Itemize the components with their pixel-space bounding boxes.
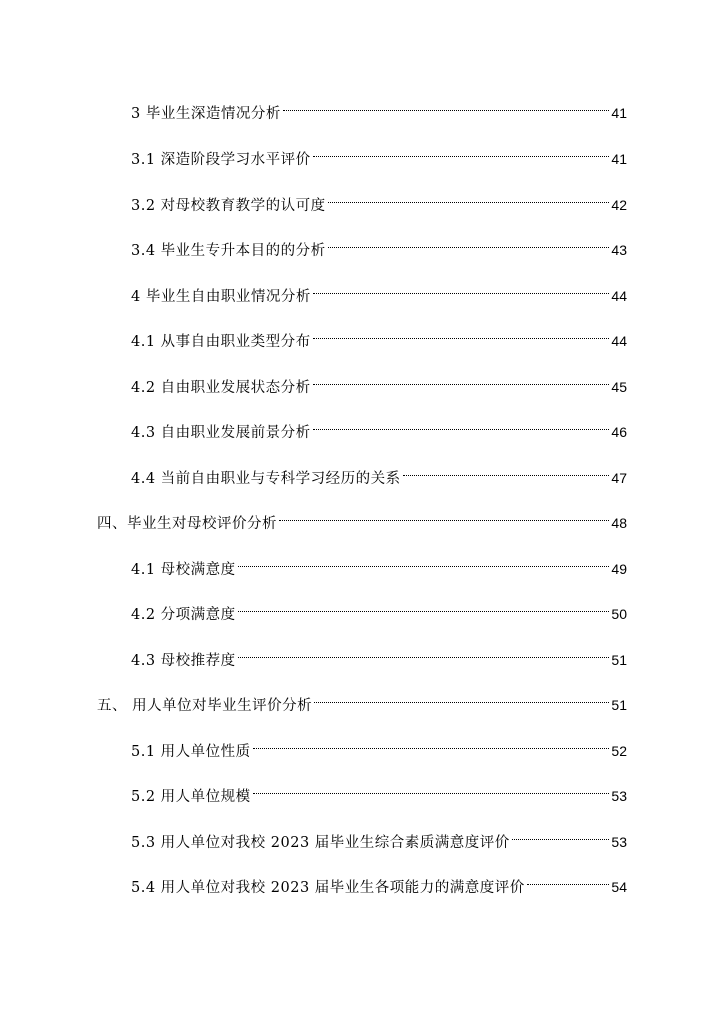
toc-entry-title: 3 毕业生深造情况分析 [131, 106, 281, 122]
toc-entry[interactable] [131, 866, 627, 896]
toc-entry-title: 4 毕业生自由职业情况分析 [131, 289, 311, 305]
toc-entry[interactable] [131, 92, 627, 122]
toc-entry-page: 46 [611, 424, 627, 440]
dot-leader [283, 92, 610, 118]
toc-entry[interactable] [97, 502, 627, 532]
toc-entry-title: 4.3 母校推荐度 [131, 653, 236, 669]
toc-entry-title: 5.3 用人单位对我校 2023 届毕业生综合素质满意度评价 [131, 835, 510, 851]
toc-entry[interactable] [131, 411, 627, 441]
toc-entry-page: 43 [611, 242, 627, 258]
toc-entry[interactable] [131, 821, 627, 851]
toc-entry[interactable] [131, 275, 627, 305]
toc-entry-page: 41 [611, 151, 627, 167]
toc-entry-title: 5.2 用人单位规模 [131, 789, 251, 805]
toc-entry[interactable] [131, 320, 627, 350]
toc-entry-page: 51 [611, 697, 627, 713]
toc-entry-page: 48 [611, 515, 627, 531]
dot-leader [328, 229, 610, 255]
toc-entry-title: 3.1 深造阶段学习水平评价 [131, 152, 311, 168]
dot-leader [313, 411, 610, 437]
toc-entry[interactable] [131, 730, 627, 760]
toc-entry[interactable] [131, 775, 627, 805]
toc-entry[interactable] [131, 548, 627, 578]
dot-leader [238, 639, 610, 665]
toc-entry[interactable] [131, 366, 627, 396]
toc-entry-title: 四、毕业生对母校评价分析 [97, 516, 277, 532]
toc-entry-title: 3.2 对母校教育教学的认可度 [131, 198, 326, 214]
toc-entry-title: 4.3 自由职业发展前景分析 [131, 425, 311, 441]
toc-entry-title: 5.4 用人单位对我校 2023 届毕业生各项能力的满意度评价 [131, 880, 525, 896]
dot-leader [328, 184, 610, 210]
toc-entry-title: 4.2 分项满意度 [131, 607, 236, 623]
toc-entry-title: 4.2 自由职业发展状态分析 [131, 380, 311, 396]
dot-leader [313, 320, 610, 346]
toc-entry-page: 49 [611, 561, 627, 577]
dot-leader [512, 821, 610, 847]
toc-entry-page: 42 [611, 197, 627, 213]
dot-leader [313, 275, 610, 301]
toc-entry[interactable] [131, 229, 627, 259]
dot-leader [253, 775, 610, 801]
dot-leader [238, 593, 610, 619]
toc-entry-page: 41 [611, 105, 627, 121]
toc-entry-title: 4.1 从事自由职业类型分布 [131, 334, 311, 350]
toc-entry[interactable] [131, 593, 627, 623]
toc-entry-page: 51 [611, 652, 627, 668]
toc-entry-page: 50 [611, 606, 627, 622]
dot-leader [279, 502, 609, 528]
dot-leader [313, 366, 610, 392]
toc-entry-page: 45 [611, 379, 627, 395]
toc-entry-page: 44 [611, 333, 627, 349]
dot-leader [527, 866, 610, 892]
toc-entry-title: 5.1 用人单位性质 [131, 744, 251, 760]
dot-leader [313, 138, 610, 164]
toc-entry[interactable] [131, 639, 627, 669]
dot-leader [253, 730, 610, 756]
toc-entry-title: 3.4 毕业生专升本目的的分析 [131, 243, 326, 259]
dot-leader [314, 684, 609, 710]
toc-entry-title: 五、 用人单位对毕业生评价分析 [97, 698, 313, 714]
toc-entry-title: 4.4 当前自由职业与专科学习经历的关系 [131, 471, 401, 487]
toc-entry-page: 53 [611, 788, 627, 804]
dot-leader [238, 548, 610, 574]
toc-entry[interactable] [131, 138, 627, 168]
toc-entry-page: 52 [611, 743, 627, 759]
toc-entry[interactable] [131, 457, 627, 487]
toc-entry-page: 44 [611, 288, 627, 304]
toc-entry-page: 47 [611, 470, 627, 486]
toc-entry-page: 54 [611, 879, 627, 895]
toc-entry[interactable] [131, 184, 627, 214]
toc-entry[interactable] [97, 684, 627, 714]
toc-entry-page: 53 [611, 834, 627, 850]
dot-leader [403, 457, 610, 483]
toc-entry-title: 4.1 母校满意度 [131, 562, 236, 578]
